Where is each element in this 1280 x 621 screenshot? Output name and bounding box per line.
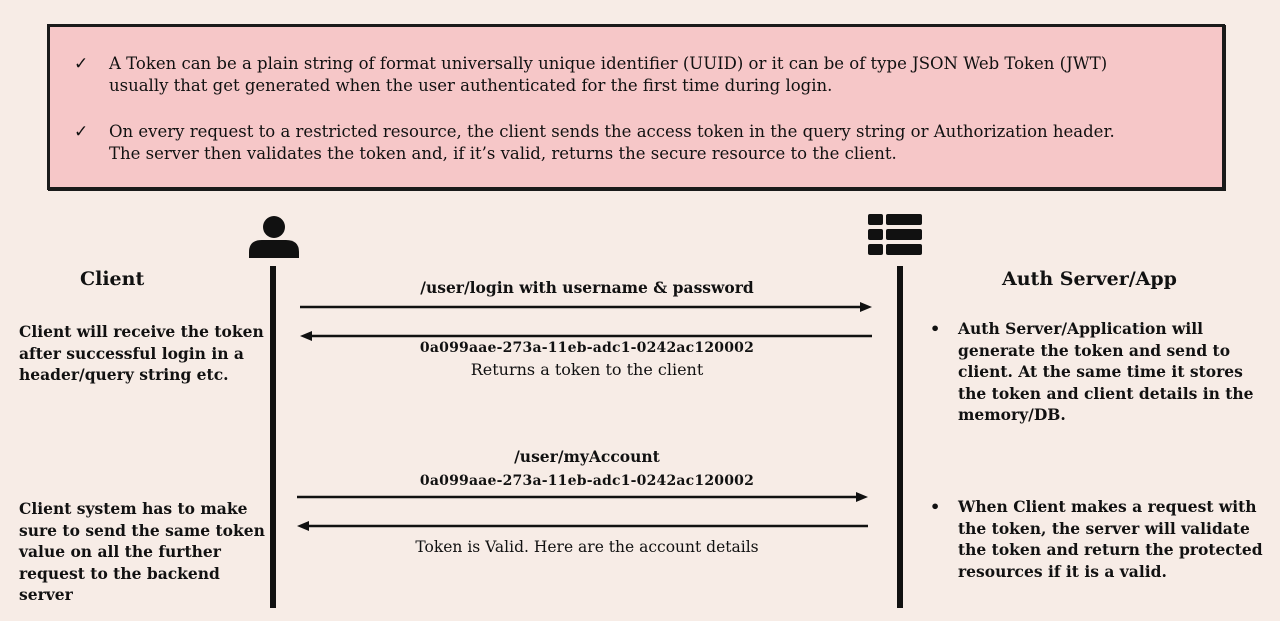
- account-token-label: 0a099aae-273a-11eb-adc1-0242ac120002: [419, 473, 755, 489]
- server-note-text: Auth Server/Application will generate the token and send to client. At the same time it stores the token and client details in the memory/DB.: [958, 319, 1254, 424]
- client-note-receive-token: Client will receive the token after successful login in a header/query string etc.: [19, 322, 264, 384]
- note-line: A Token can be a plain string of format universally unique identifier (UUID) or it can be of type JSON Web Token (JWT): [109, 54, 1108, 73]
- client-note-send-token: Client system has to make sure to send the same token value on all the further request to the backend server: [19, 499, 265, 604]
- arrow-login-request: [300, 302, 872, 312]
- server-title: Auth Server/App: [1002, 268, 1177, 290]
- bullet-icon: •: [930, 319, 941, 338]
- client-title: Client: [80, 268, 145, 290]
- account-request-label: /user/myAccount: [514, 447, 660, 466]
- token-response-label: Returns a token to the client: [470, 360, 704, 379]
- arrow-account-response: [297, 521, 868, 531]
- note-line: The server then validates the token and, if it’s valid, returns the secure resource to the client.: [109, 144, 897, 163]
- arrow-account-request: [297, 492, 868, 502]
- bullet-icon: •: [930, 497, 941, 516]
- note-line: On every request to a restricted resource, the client sends the access token in the query string or Authorization header.: [109, 122, 1115, 141]
- account-response-label: Token is Valid. Here are the account details: [415, 538, 759, 556]
- note-line: usually that get generated when the user authenticated for the first time during login.: [109, 76, 833, 95]
- checkmark-icon: ✓: [74, 122, 89, 142]
- checkmark-icon: ✓: [74, 54, 89, 74]
- server-note-text: When Client makes a request with the token, the server will validate the token and return the protected resources if it is a valid.: [958, 497, 1263, 581]
- login-request-label: /user/login with username & password: [420, 278, 754, 297]
- token-value-label: 0a099aae-273a-11eb-adc1-0242ac120002: [419, 340, 755, 356]
